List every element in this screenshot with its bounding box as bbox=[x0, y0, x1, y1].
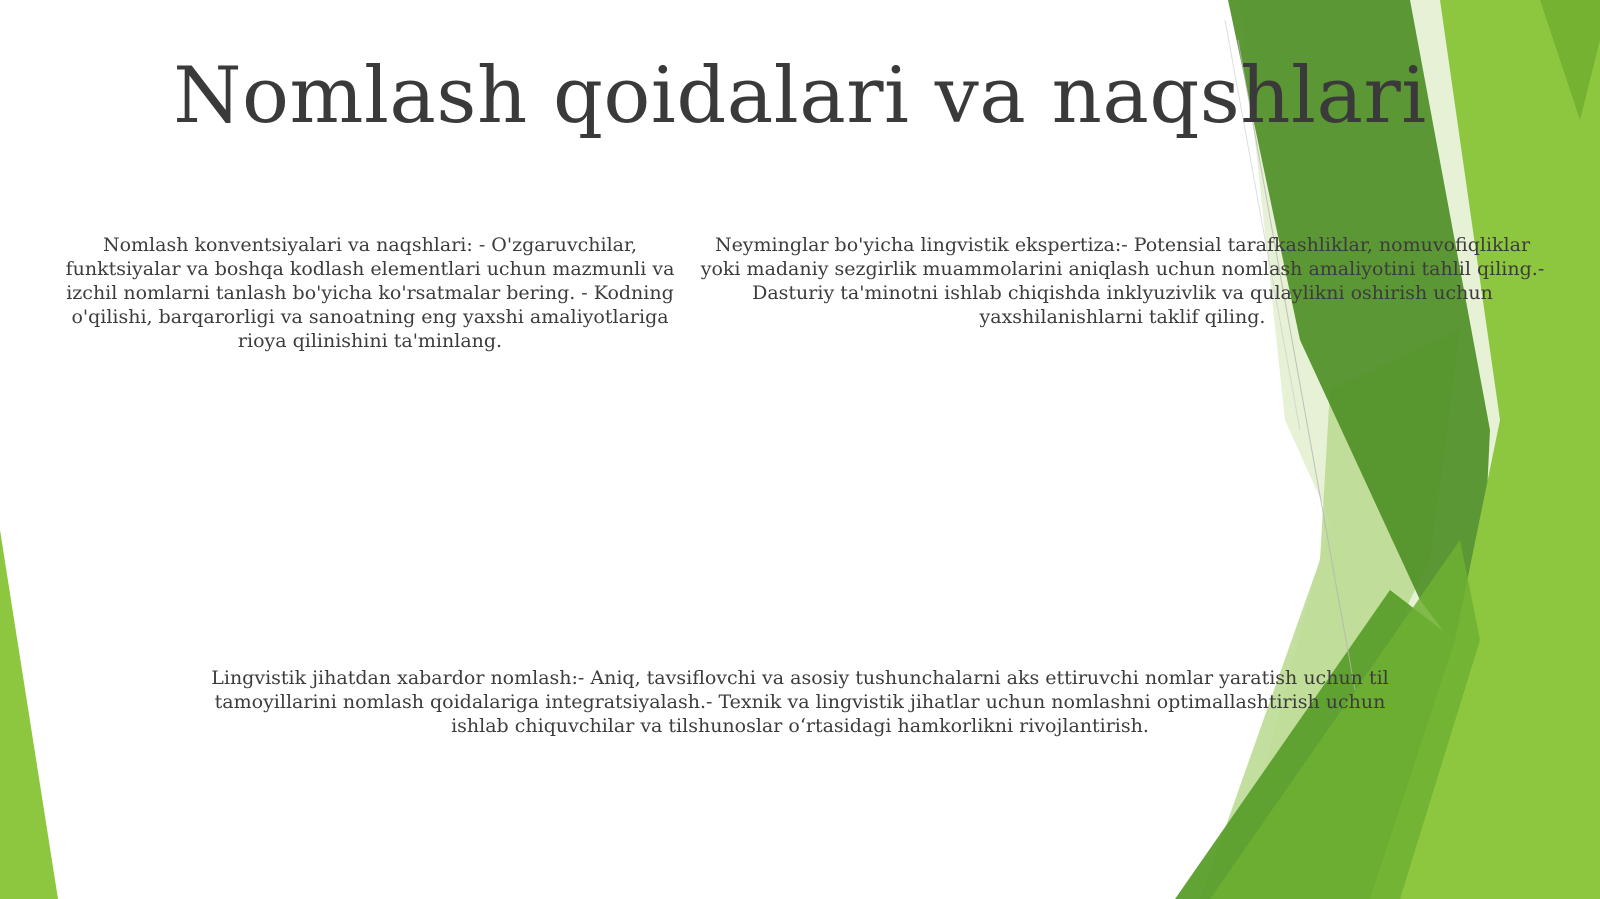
linguistic-naming-text: Lingvistik jihatdan xabardor nomlash:- Aniq, tavsiflovchi va asosiy tushunchalarni aks ettiruvchi nomlar yaratish uchun til tamoyillarini nomlash qoidalariga integratsiyalash.- Texnik va lingvistik jihatlar uchun nomlashni optimallashtirish uchun ishlab chiquvchilar va tilshunoslar o‘rtasidagi hamkorlikni rivojlantirish. bbox=[211, 667, 1389, 737]
slide-title: Nomlash qoidalari va naqshlari bbox=[173, 51, 1427, 141]
naming-conventions-text: Nomlash konventsiyalari va naqshlari: - O'zgaruvchilar, funktsiyalar va boshqa kodlash elementlari uchun mazmunli va izchil nomlarni tanlash bo'yicha ko'rsatmalar bering. - Kodning o'qilishi, barqarorligi va sanoatning eng yaxshi amaliyotlariga rioya qilinishini ta'minlang. bbox=[65, 234, 675, 352]
linguistic-expertise-text: Neyminglar bo'yicha lingvistik ekspertiza:- Potensial tarafkashliklar, nomuvofiqliklar yoki madaniy sezgirlik muammolarini aniqlash uchun nomlash amaliyotini tahlil qiling.- Dasturiy ta'minotni ishlab chiqishda inklyuzivlik va qulaylikni oshirish uchun yaxshilanishlarni taklif qiling. bbox=[700, 234, 1545, 328]
left-green-wedge bbox=[0, 530, 58, 899]
